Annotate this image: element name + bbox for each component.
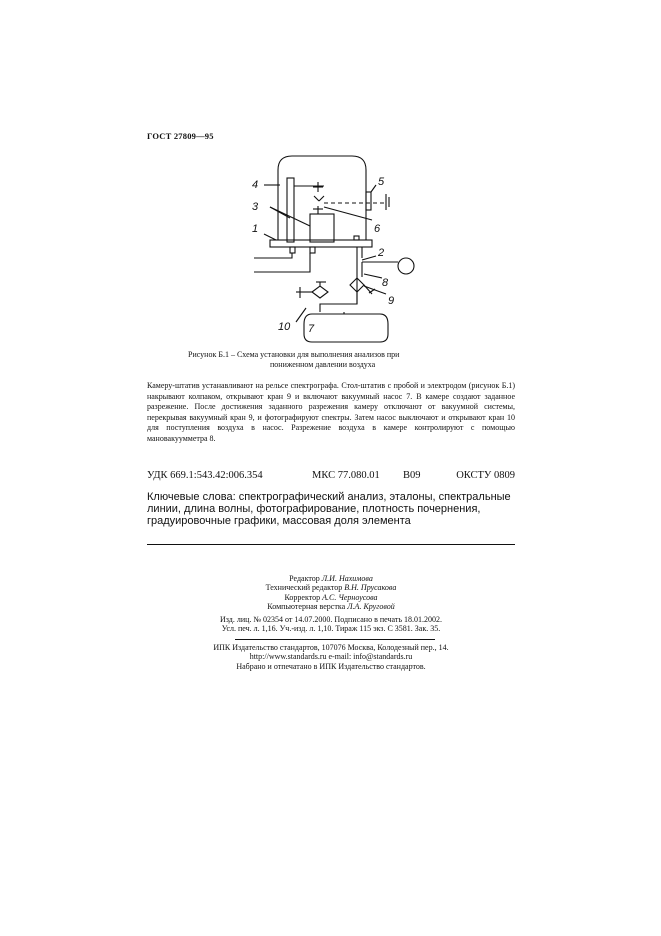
electrode-stand [287, 178, 294, 242]
apparatus-diagram [240, 152, 430, 347]
divider-2 [235, 639, 435, 640]
vacuum-gauge [398, 258, 414, 274]
valve-10 [312, 286, 328, 298]
label-6: 6 [374, 223, 381, 235]
label-3: 3 [252, 201, 259, 213]
mks-code: МКС 77.080.01 [312, 470, 380, 481]
sample-table [310, 214, 334, 242]
electrical-leads [254, 253, 310, 272]
figure-caption [188, 350, 478, 370]
udc-code: УДК 669.1:543.42:006.354 [147, 470, 263, 481]
tech-editor-name: В.Н. Прусакова [344, 583, 397, 593]
layout-role: Компьютерная верстка [267, 602, 348, 612]
label-1: 1 [252, 223, 259, 235]
corrector-name: А.С. Черноусова [322, 592, 378, 602]
label-5: 5 [378, 176, 385, 188]
caption-line-2: пониженном давлении воздуха [270, 360, 376, 369]
vacuum-pipe [357, 247, 362, 304]
corrector-role: Корректор [284, 592, 323, 602]
classification-line [147, 470, 515, 482]
publisher-line-1: ИПК Издательство стандартов, 107076 Москва, Колодезный пер., 14. [213, 643, 449, 652]
label-2: 2 [378, 247, 385, 259]
base-plate [270, 240, 372, 247]
label-9: 9 [388, 295, 395, 307]
keywords: Ключевые слова: спектрографический анализ, эталоны, спектральные линии, длина волны, фотографирование, плотность почернения, градуировочные графики, массовая доля элемента [147, 491, 511, 527]
label-4: 4 [252, 179, 259, 191]
okstu-code: ОКСТУ 0809 [456, 470, 515, 481]
publication-line-2: Усл. печ. л. 1,16. Уч.-изд. л. 1,10. Тираж 115 экз. С 3581. Зак. 35. [221, 624, 441, 634]
group-code: В09 [403, 470, 421, 481]
publisher-line-2: http://www.standards.ru e-mail: info@standards.ru [249, 652, 413, 662]
procedure-paragraph: Камеру-штатив устанавливают на рельсе спектрографа. Стол-штатив с пробой и электродом (рисунок Б.1) накрывают колпаком, открывают кран 9 и включают вакуумный насос 7. В камере создают заданное разрежение. После достижения заданного разрежения камеру отключают от вакуумной системы, перекрывая вакуумный кран 9, и фотографируют спектры. Затем насос выключают и открывают кран 10 для поступления воздуха в насос. Разрежение воздуха в камере контролируют с помощью мановакуумметра 8. [147, 381, 515, 443]
publisher-info [147, 643, 515, 671]
label-8: 8 [382, 277, 389, 289]
publication-line-1: Изд. лиц. № 02354 от 14.07.2000. Подписано в печать 18.01.2002. [219, 615, 443, 624]
publication-info [147, 615, 515, 634]
tech-role: Технический редактор [265, 583, 345, 593]
label-7: 7 [308, 323, 315, 335]
caption-line-1: Рисунок Б.1 – Схема установки для выполнения анализов при [188, 350, 400, 359]
layout-name: Л.А. Круговой [347, 602, 395, 612]
divider [147, 544, 515, 545]
label-10: 10 [278, 321, 291, 333]
editor-name: Л.И. Нахимова [321, 574, 373, 583]
vacuum-pump [304, 314, 388, 342]
credits-block [147, 574, 515, 612]
publisher-line-3: Набрано и отпечатано в ИПК Издательство стандартов. [236, 661, 426, 671]
editor-role: Редактор [289, 574, 322, 583]
document-header: ГОСТ 27809—95 [147, 131, 214, 141]
window [366, 192, 371, 210]
